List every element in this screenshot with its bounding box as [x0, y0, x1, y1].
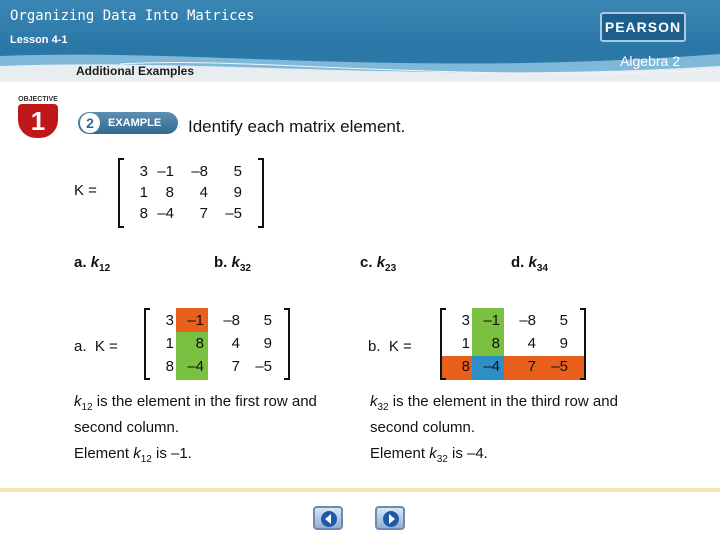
matrix-cell: 9 [263, 335, 272, 352]
matrix-cell: 8 [461, 358, 470, 375]
matrix-cell: 3 [165, 312, 174, 329]
matrix-cell: –8 [223, 312, 240, 329]
matrix-cell: 4 [231, 335, 240, 352]
example-badge [78, 112, 178, 134]
right-bracket [258, 158, 264, 228]
matrix-cell: 7 [527, 358, 536, 375]
explain-b-var: k [370, 393, 378, 410]
matrix-cell: –5 [551, 358, 568, 375]
matrix-cell: –8 [519, 312, 536, 329]
next-button[interactable] [375, 506, 405, 530]
part-a-var: k [90, 254, 100, 271]
matrix-cell: 1 [165, 335, 174, 352]
part-b-label: b. [214, 254, 228, 271]
result-b-text: is –4. [452, 445, 488, 462]
example-number: 2 [80, 113, 100, 133]
matrix-cell: 9 [559, 335, 568, 352]
matrix-cell: 8 [195, 335, 204, 352]
footer-divider [0, 488, 720, 492]
matrix-cell: 8 [139, 205, 148, 222]
part-d-var: k [528, 254, 537, 271]
result-a [74, 444, 192, 470]
part-b [214, 254, 251, 274]
course-name: Algebra 2 [620, 53, 680, 69]
part-b-var: k [231, 254, 240, 271]
right-bracket [580, 308, 586, 380]
page-title: Organizing Data Into Matrices [10, 8, 255, 24]
solution-a-matrix-name: K = [94, 338, 118, 355]
objective-number: 1 [18, 104, 58, 138]
part-b-sub: 32 [239, 263, 251, 274]
result-a-prefix: Element [74, 445, 130, 462]
explain-a-text: is the element in the first row and second column. [74, 393, 317, 436]
solution-a-label [74, 338, 118, 355]
matrix-k [118, 158, 264, 228]
explain-b-sub: 32 [377, 402, 389, 413]
matrix-cell: 8 [165, 358, 174, 375]
previous-button[interactable] [313, 506, 343, 530]
matrix-cell: –1 [157, 163, 174, 180]
matrix-cell: –5 [255, 358, 272, 375]
result-a-sub: 12 [140, 454, 152, 465]
matrix-cell: –4 [157, 205, 174, 222]
part-d-sub: 34 [536, 263, 548, 274]
result-a-var: k [133, 445, 141, 462]
previous-arrow-icon [320, 510, 338, 528]
matrix-k-solution-a [144, 308, 290, 380]
lesson-label: Lesson 4-1 [10, 34, 68, 46]
matrix-cell: 5 [263, 312, 272, 329]
matrix-cell: –1 [483, 312, 500, 329]
explain-a-var: k [74, 393, 82, 410]
matrix-cell: 4 [199, 184, 208, 201]
matrix-cell: –1 [187, 312, 204, 329]
result-a-text: is –1. [156, 445, 192, 462]
explain-b-text: is the element in the third row and second column. [370, 393, 618, 436]
solution-a-letter: a. [74, 338, 87, 355]
part-c-sub: 23 [385, 263, 397, 274]
matrix-cell: 7 [231, 358, 240, 375]
matrix-cell: 5 [559, 312, 568, 329]
matrix-name: K = [74, 182, 97, 199]
right-bracket [284, 308, 290, 380]
matrix-cell: 1 [461, 335, 470, 352]
solution-b-letter: b. [368, 338, 381, 355]
result-b [370, 444, 488, 470]
solution-b-label [368, 338, 412, 355]
example-label: EXAMPLE [108, 117, 162, 129]
part-c-var: k [376, 254, 386, 271]
matrix-cell: 5 [233, 163, 242, 180]
matrix-cell: 1 [139, 184, 148, 201]
matrix-cell: –5 [225, 205, 242, 222]
solution-b-matrix-name: K = [388, 338, 412, 355]
matrix-cell: 3 [139, 163, 148, 180]
part-a-sub: 12 [99, 263, 111, 274]
matrix-cell: 9 [233, 184, 242, 201]
matrix-cell: –4 [483, 358, 500, 375]
explanation-a [74, 392, 344, 438]
prompt-text: Identify each matrix element. [188, 117, 406, 136]
matrix-cell: 8 [491, 335, 500, 352]
part-a-label: a. [74, 254, 87, 271]
result-b-sub: 32 [436, 454, 448, 465]
objective-badge [14, 96, 62, 140]
part-c-label: c. [360, 254, 373, 271]
result-b-prefix: Element [370, 445, 426, 462]
explanation-b [370, 392, 650, 438]
matrix-cell: 7 [199, 205, 208, 222]
pearson-logo: PEARSON [600, 12, 686, 42]
matrix-cell: 3 [461, 312, 470, 329]
part-c [360, 254, 396, 274]
section-subtitle: Additional Examples [76, 64, 195, 78]
part-a [74, 254, 110, 274]
part-d-label: d. [511, 254, 525, 271]
result-b-var: k [429, 445, 437, 462]
objective-label: OBJECTIVE [18, 96, 58, 103]
slide-header [0, 0, 720, 82]
matrix-cell: 8 [165, 184, 174, 201]
matrix-cell: –4 [187, 358, 204, 375]
part-d [511, 254, 548, 274]
next-arrow-icon [382, 510, 400, 528]
explain-a-sub: 12 [81, 402, 93, 413]
matrix-cell: –8 [191, 163, 208, 180]
matrix-cell: 4 [527, 335, 536, 352]
matrix-k-solution-b [440, 308, 586, 380]
